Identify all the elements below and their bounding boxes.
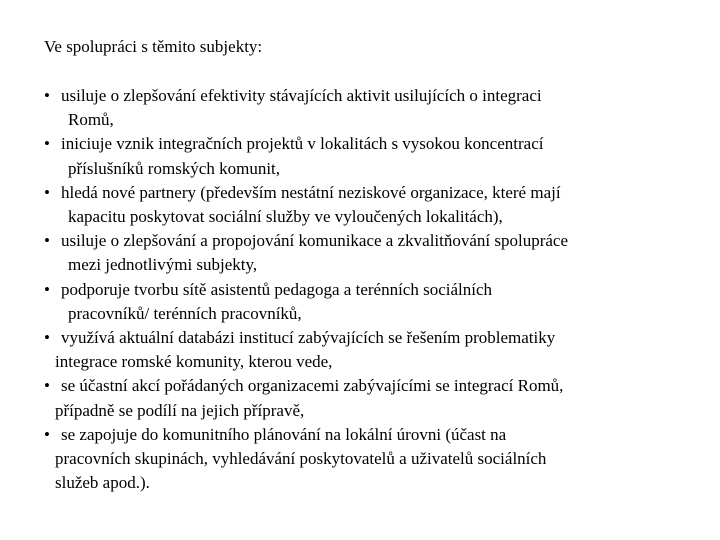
- list-item-line: integrace romské komunity, kterou vede,: [55, 352, 333, 372]
- list-item-line: usiluje o zlepšování efektivity stávajících aktivit usilujících o integraci: [61, 86, 542, 105]
- list-item-text: [44, 132, 704, 180]
- list-item-line: služeb apod.).: [55, 473, 150, 493]
- list-item-line: iniciuje vznik integračních projektů v lokalitách s vysokou koncentrací: [61, 134, 544, 154]
- list-item: [44, 423, 704, 496]
- list-item: [44, 326, 704, 374]
- list-item-text: [44, 326, 704, 374]
- bullet-icon: •: [44, 279, 50, 299]
- list-item-line: Romů,: [68, 110, 114, 130]
- list-item-line: usiluje o zlepšování a propojování komunikace a zkvalitňování spolupráce: [61, 231, 569, 251]
- list-item-line: se zapojuje do komunitního plánování na lokální úrovni (účast na: [61, 424, 507, 444]
- bullet-icon: •: [44, 86, 50, 105]
- list-item: [44, 229, 704, 277]
- list-item-text: [44, 181, 704, 229]
- bullet-icon: •: [44, 328, 50, 348]
- list-item: [44, 84, 704, 132]
- list-item-line: pracovníků/ terénních pracovníků,: [68, 303, 302, 323]
- list-item-line: příslušníků romských komunit,: [68, 158, 281, 178]
- page-heading: Ve spolupráci s těmito subjekty:: [44, 37, 263, 56]
- bullet-icon: •: [44, 376, 50, 396]
- list-item-text: [44, 84, 704, 132]
- list-item-line: pracovních skupinách, vyhledávání poskytovatelů a uživatelů sociálních: [55, 449, 547, 469]
- list-item-line: mezi jednotlivými subjekty,: [68, 255, 258, 275]
- bullet-icon: •: [44, 134, 50, 154]
- list-item-text: [44, 423, 704, 496]
- list-item: [44, 278, 704, 326]
- bullet-icon: •: [44, 424, 50, 444]
- list-item: [44, 374, 704, 422]
- list-item-line: kapacitu poskytovat sociální služby ve vyloučených lokalitách),: [68, 207, 503, 227]
- bullet-list: [44, 84, 704, 495]
- list-item-line: využívá aktuální databázi institucí zabývajících se řešením problematiky: [61, 328, 556, 348]
- bullet-icon: •: [44, 231, 50, 251]
- list-item-line: hledá nové partnery (především nestátní neziskové organizace, které mají: [61, 182, 561, 202]
- list-item-line: případně se podílí na jejich přípravě,: [55, 400, 305, 420]
- list-item-text: [44, 229, 704, 277]
- list-item-text: [44, 278, 704, 326]
- bullet-icon: •: [44, 182, 50, 202]
- list-item-line: se účastní akcí pořádaných organizacemi zabývajícími se integrací Romů,: [61, 376, 564, 396]
- list-item: [44, 132, 704, 180]
- list-item-line: podporuje tvorbu sítě asistentů pedagoga a terénních sociálních: [61, 279, 493, 299]
- list-item: [44, 181, 704, 229]
- list-item-text: [44, 374, 704, 422]
